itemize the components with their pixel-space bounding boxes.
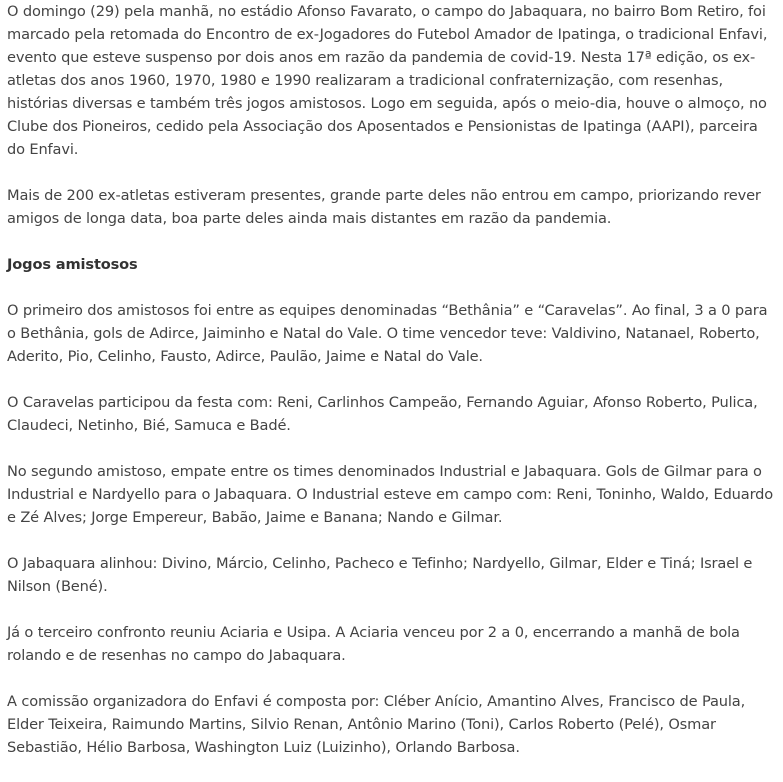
section-heading: Jogos amistosos — [7, 256, 138, 273]
article-paragraph-committee: A comissão organizadora do Enfavi é composta por: Cléber Anício, Amantino Alves, Francisco de Paula, Elder Teixeira, Raimundo Martins, Silvio Renan, Antônio Marino (Toni), Carlos Roberto (Pelé), Osmar Sebastião, Hélio Barbosa, Washington Luiz (Luizinho), Orlando Barbosa. — [7, 693, 746, 756]
article-paragraph-third-match: Já o terceiro confronto reuniu Aciaria e Usipa. A Aciaria venceu por 2 a 0, encerrando a manhã de bola rolando e de resenhas no campo do Jabaquara. — [7, 624, 740, 664]
article-paragraph-attendance: Mais de 200 ex-atletas estiveram presentes, grande parte deles não entrou em campo, priorizando rever amigos de longa data, boa parte deles ainda mais distantes em razão da pandemia. — [7, 187, 761, 227]
article-paragraph-first-match: O primeiro dos amistosos foi entre as equipes denominadas “Bethânia” e “Caravelas”. Ao final, 3 a 0 para o Bethânia, gols de Adirce, Jaiminho e Natal do Vale. O time vencedor teve: Valdivino, Natanael, Roberto, Aderito, Pio, Celinho, Fausto, Adirce, Paulão, Jaime e Natal do Vale. — [7, 302, 768, 365]
article-paragraph-jabaquara-lineup: O Jabaquara alinhou: Divino, Márcio, Celinho, Pacheco e Tefinho; Nardyello, Gilmar, Elder e Tiná; Israel e Nilson (Bené). — [7, 555, 753, 595]
article-body — [7, 0, 779, 782]
article-paragraph-intro: O domingo (29) pela manhã, no estádio Afonso Favarato, o campo do Jabaquara, no bairro Bom Retiro, foi marcado pela retomada do Encontro de ex-Jogadores do Futebol Amador de Ipatinga, o tradicional Enfavi, evento que esteve suspenso por dois anos em razão da pandemia de covid-19. Nesta 17ª edição, os ex-atletas dos anos 1960, 1970, 1980 e 1990 realizaram a tradicional confraternização, com resenhas, histórias diversas e também três jogos amistosos. Logo em seguida, após o meio-dia, houve o almoço, no Clube dos Pioneiros, cedido pela Associação dos Aposentados e Pensionistas de Ipatinga (AAPI), parceira do Enfavi. — [7, 3, 768, 158]
article-paragraph-second-match: No segundo amistoso, empate entre os times denominados Industrial e Jabaquara. Gols de Gilmar para o Industrial e Nardyello para o Jabaquara. O Industrial esteve em campo com: Reni, Toninho, Waldo, Eduardo e Zé Alves; Jorge Empereur, Babão, Jaime e Banana; Nando e Gilmar. — [7, 463, 774, 526]
article-paragraph-caravelas-lineup: O Caravelas participou da festa com: Reni, Carlinhos Campeão, Fernando Aguiar, Afonso Roberto, Pulica, Claudeci, Netinho, Bié, Samuca e Badé. — [7, 394, 758, 434]
